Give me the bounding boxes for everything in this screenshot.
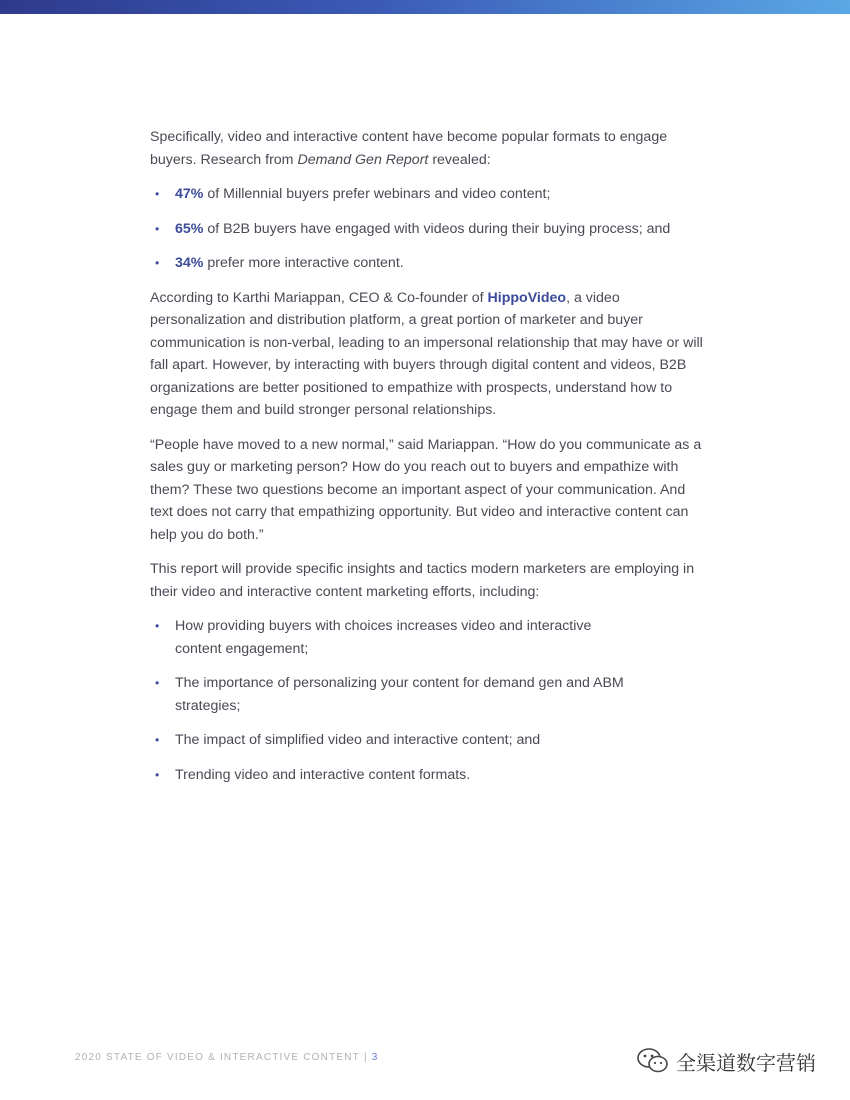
topic-text: The impact of simplified video and interactive content; and xyxy=(175,732,541,748)
stat-item xyxy=(150,183,705,206)
bullet-icon: • xyxy=(155,256,160,270)
watermark-text: 全渠道数字营销 xyxy=(676,1052,816,1075)
wechat-icon xyxy=(636,1046,670,1076)
bullet-icon: • xyxy=(155,767,160,782)
hippovideo-link[interactable]: HippoVideo xyxy=(487,289,567,306)
topics-list xyxy=(150,615,705,786)
quote-paragraph: “People have moved to a new normal,” said Mariappan. “How do you communicate as a sales guy or marketing person? How do you reach out to buyers and empathize with them? These two questions become an important aspect of your communication. And text does not carry that empathizing opportunity. But video and interactive content can help you do both.” xyxy=(150,436,702,543)
source-name: Demand Gen Report xyxy=(297,151,429,168)
ceo-text-end: , a video personalization and distribution platform, a great portion of marketer and buyer communication is non-verbal, leading to an impersonal relationship that may have or will fall apart. However, by interacting with buyers through digital content and videos, B2B organizations are better positioned to empathize with prospects, understand how to engage them and build stronger personal relationships. xyxy=(150,289,703,418)
stat-item xyxy=(150,252,705,275)
stat-item xyxy=(150,218,705,241)
intro-text: Specifically, video and interactive content have become popular formats to engage buyers. Research from xyxy=(150,129,668,168)
stat-text: of B2B buyers have engaged with videos during their buying process; and xyxy=(203,220,671,237)
intro-paragraph xyxy=(150,126,705,171)
bullet-icon: • xyxy=(155,221,160,236)
topic-text: How providing buyers with choices increases video and interactive content engagement; xyxy=(175,618,592,657)
stats-list xyxy=(150,183,705,275)
intro-text-end: revealed: xyxy=(428,151,491,168)
page-footer xyxy=(75,1052,379,1063)
stat-value: 34% xyxy=(175,255,204,271)
stat-value: 65% xyxy=(175,220,204,237)
footer-title: 2020 STATE OF VIDEO & INTERACTIVE CONTENT xyxy=(75,1052,360,1063)
footer-separator: | xyxy=(363,1052,368,1063)
report-intro-paragraph: This report will provide specific insights and tactics modern marketers are employing in their video and interactive content marketing efforts, including: xyxy=(150,561,695,600)
ceo-text: According to Karthi Mariappan, CEO & Co-founder of xyxy=(150,289,488,306)
topic-item xyxy=(150,764,705,787)
topic-item xyxy=(150,615,705,660)
bullet-icon: • xyxy=(155,187,160,201)
top-gradient-bar xyxy=(0,0,850,14)
stat-value: 47% xyxy=(175,186,204,202)
page-number: 3 xyxy=(371,1052,379,1063)
main-content xyxy=(150,126,705,798)
stat-text: prefer more interactive content. xyxy=(203,255,404,271)
topic-item xyxy=(150,729,705,752)
ceo-paragraph xyxy=(150,287,705,422)
bullet-icon: • xyxy=(155,733,160,747)
watermark xyxy=(636,1046,816,1076)
bullet-icon: • xyxy=(155,676,160,690)
stat-text: of Millennial buyers prefer webinars and video content; xyxy=(203,186,551,202)
topic-text: The importance of personalizing your content for demand gen and ABM strategies; xyxy=(175,675,624,714)
topic-item xyxy=(150,672,705,717)
topic-text: Trending video and interactive content formats. xyxy=(175,766,471,783)
bullet-icon: • xyxy=(155,619,160,633)
